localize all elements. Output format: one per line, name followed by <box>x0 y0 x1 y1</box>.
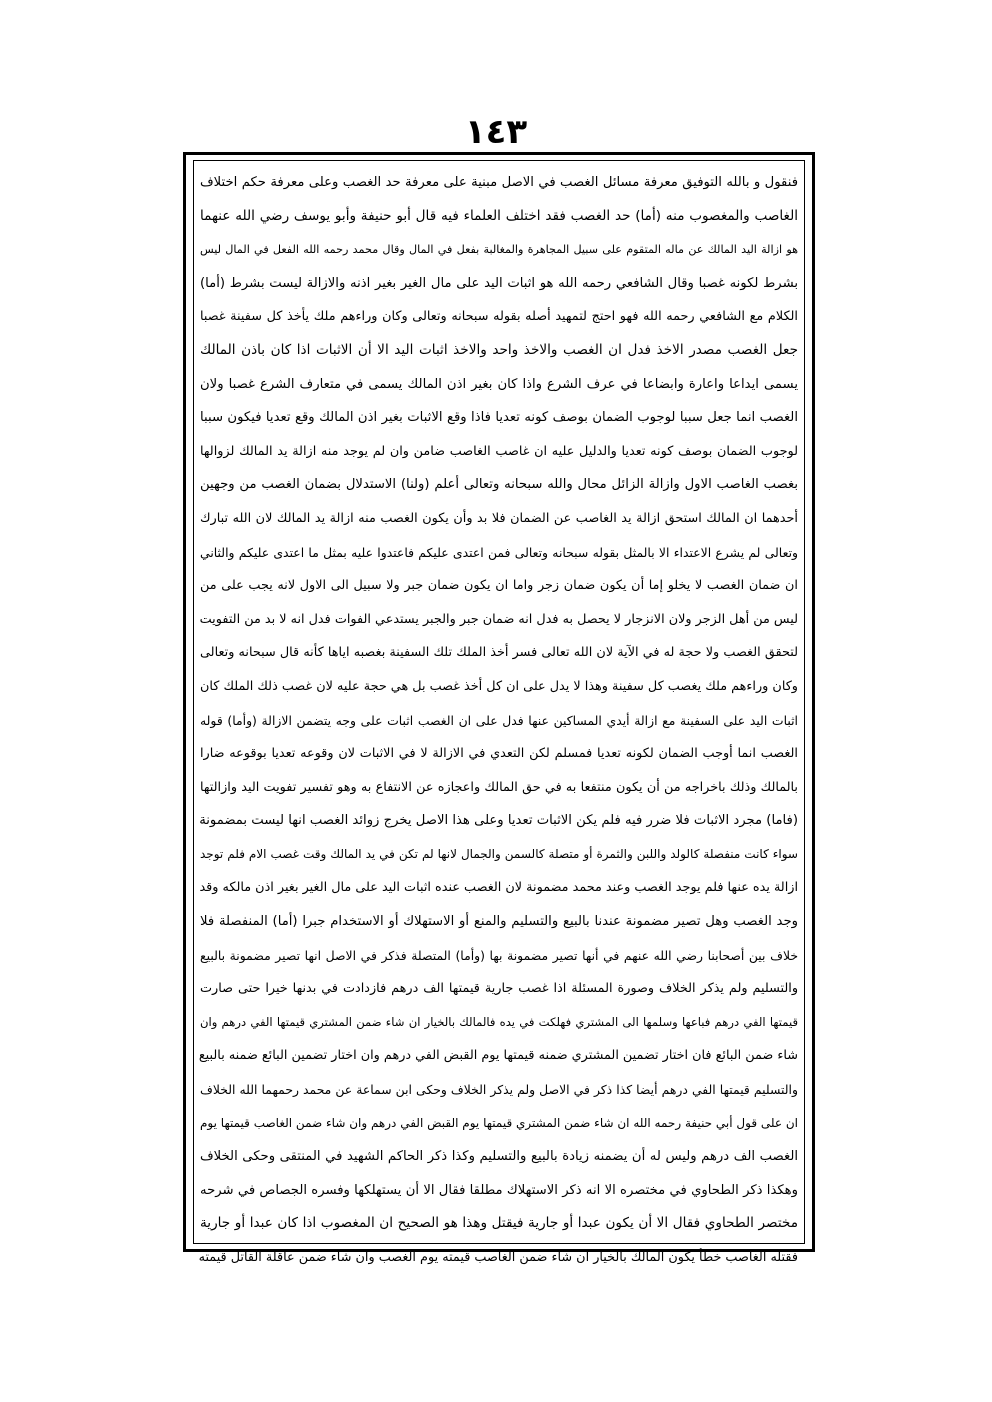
text-line: يسمى ايداعا واعارة وابضاعا في عرف الشرع واذا كان بغير اذن المالك يسمى في متعارف الشرع غصبا ولان <box>200 376 798 392</box>
text-line: لتحقق الغصب ولا حجة له في الآية لان الله تعالى فسر أخذ الملك تلك السفينة بغصبه اياها كأنه قال سبحانه وتعالى <box>200 645 798 661</box>
text-line: شاء ضمن البائع فان اختار تضمين المشتري ضمنه قيمتها يوم القبض الفي درهم وان اختار تضمين البائع ضمنه بالبيع <box>198 1048 798 1064</box>
text-line: لوجوب الضمان بوصف كونه تعديا والدليل عليه ان غاصب الغاصب ضامن وان لم يوجد منه ازالة يد المالك لزوالها <box>200 443 798 459</box>
text-line: الغصب انما أوجب الضمان لكونه تعديا فمسلم لكن التعدي في الازالة لا في الاثبات لان وقوعه تعديا بوقوعه ضارا <box>200 746 798 762</box>
text-line: بالمالك وذلك باخراجه من أن يكون منتفعا به في حق المالك واعجازه عن الانتفاع به وهو تفسير تفويت اليد وازالتها <box>200 779 798 795</box>
text-line: مختصر الطحاوي فقال الا أن يكون عبدا أو جارية فيقتل وهذا هو الصحيح ان المغصوب اذا كان عبدا أو جارية <box>200 1215 798 1232</box>
page-number: ١٤٣ <box>464 112 528 152</box>
text-line: وتعالى لم يشرع الاعتداء الا بالمثل بقوله سبحانه وتعالى فمن اعتدى عليكم فاعتدوا عليه بمثل ما اعتدى عليكم والثاني <box>200 544 798 560</box>
text-line: وكان وراءهم ملك يغصب كل سفينة وهذا لا يدل على ان كل أخذ غصب بل هي حجة عليه لان غصب ذلك الملك كان <box>200 678 798 694</box>
text-line: اثبات اليد على السفينة مع ازالة أيدي المساكين عنها فدل على ان الغصب اثبات على وجه يتضمن الازالة (وأما) قوله <box>200 712 798 728</box>
text-line: قيمتها الفي درهم فباعها وسلمها الى المشتري فهلكت في يده فالمالك بالخيار ان شاء ضمن المشتري قيمتها الفي درهم وان <box>200 1014 798 1029</box>
text-line: الغاصب والمغصوب منه (أما) حد الغصب فقد اختلف العلماء فيه قال أبو حنيفة وأبو يوسف رضي الله عنهما <box>200 207 798 224</box>
text-line: الكلام مع الشافعي رحمه الله فهو احتج لتمهيد أصله بقوله سبحانه وتعالى وكان وراءهم ملك يأخذ كل سفينة غصبا <box>200 309 798 325</box>
text-line: والتسليم ولم يذكر الخلاف وصورة المسئلة اذا غصب جارية قيمتها الف درهم فازدادت في بدنها خيرا حتى صارت <box>200 981 798 997</box>
text-line: وهكذا ذكر الطحاوي في مختصره الا انه ذكر الاستهلاك مطلقا فقال الا أن يستهلكها وفسره الجصاص في شرحه <box>200 1182 798 1198</box>
text-line: والتسليم قيمتها الفي درهم أيضا كذا ذكر في الاصل ولم يذكر الخلاف وحكى ابن سماعة عن محمد رحمهما الله الخلاف <box>200 1082 798 1098</box>
text-line: ان على قول أبي حنيفة رحمه الله ان شاء ضمن المشتري قيمتها يوم القبض الفي درهم وان شاء ضمن الغاصب قيمتها يوم <box>200 1115 798 1130</box>
body-text <box>198 166 798 1265</box>
text-line: ازالة يده عنها فلم يوجد الغصب وعند محمد مضمونة لان الغصب عنده اثبات اليد على مال الغير بغير اذن مالكه وقد <box>199 880 798 896</box>
text-line: فنقول و بالله التوفيق معرفة مسائل الغصب في الاصل مبنية على معرفة حد الغصب وعلى معرفة حكم اختلاف <box>200 175 798 190</box>
text-line: فقتله الغاصب خطأ يكون المالك بالخيار ان شاء ضمن الغاصب قيمته يوم الغصب وان شاء ضمن عاقلة القاتل قيمته <box>198 1250 798 1265</box>
text-line: وجد الغصب وهل تصير مضمونة عندنا بالبيع والتسليم والمنع أو الاستهلاك أو الاستخدام جبرا (أما) المنفصلة فلا <box>200 914 798 930</box>
text-line: سواء كانت منفصلة كالولد واللبن والثمرة أو متصلة كالسمن والجمال لانها لم تكن في يد المالك وقت غصب الام فلم توجد <box>200 846 798 861</box>
text-line: جعل الغصب مصدر الاخذ فدل ان الغصب والاخذ واحد والاخذ اثبات اليد الا أن الاثبات اذا كان باذن المالك <box>200 341 798 358</box>
text-line: أحدهما ان المالك استحق ازالة يد الغاصب عن الضمان فلا بد وأن يكون الغصب منه ازالة يد المالك لان الله تبارك <box>200 510 798 526</box>
text-line: خلاف بين أصحابنا رضي الله عنهم في أنها تصير مضمونة بها (وأما) المتصلة فذكر في الاصل انها تصير مضمونة بالبيع <box>200 947 798 963</box>
text-line: هو ازالة اليد المالك عن ماله المتقوم على سبيل المجاهرة والمغالبة بفعل في المال وقال محمد رحمه الله الفعل في المال ليس <box>200 243 798 257</box>
text-line: الغصب انما جعل سببا لوجوب الضمان بوصف كونه تعديا فاذا وقع الاثبات بغير اذن المالك وقع تعديا فيكون سببا <box>200 410 798 426</box>
text-line: بشرط لكونه غصبا وقال الشافعي رحمه الله هو اثبات اليد على مال الغير بغير اذنه والازالة ليست بشرط (أما) <box>200 275 798 291</box>
text-line: بغصب الغاصب الاول وازالة الزائل محال والله سبحانه وتعالى أعلم (ولنا) الاستدلال بضمان الغصب من وجهين <box>200 477 798 493</box>
text-line: (فاما) مجرد الاثبات فلا ضرر فيه فلم يكن الاثبات تعديا وعلى هذا الاصل يخرج زوائد الغصب انها ليست بمضمونة <box>199 813 798 829</box>
text-line: ليس من أهل الزجر ولان الانزجار لا يحصل به فدل انه ضمان جبر والجبر يستدعي الفوات فدل انه لا بد من التفويت <box>199 611 798 627</box>
text-line: ان ضمان الغصب لا يخلو إما أن يكون ضمان زجر واما ان يكون ضمان جبر ولا سبيل الى الاول لانه يجب على من <box>200 578 798 594</box>
text-line: الغصب الف درهم وليس له أن يضمنه زيادة بالبيع والتسليم وكذا ذكر الحاكم الشهيد في المنتقى وحكى الخلاف <box>200 1149 798 1165</box>
